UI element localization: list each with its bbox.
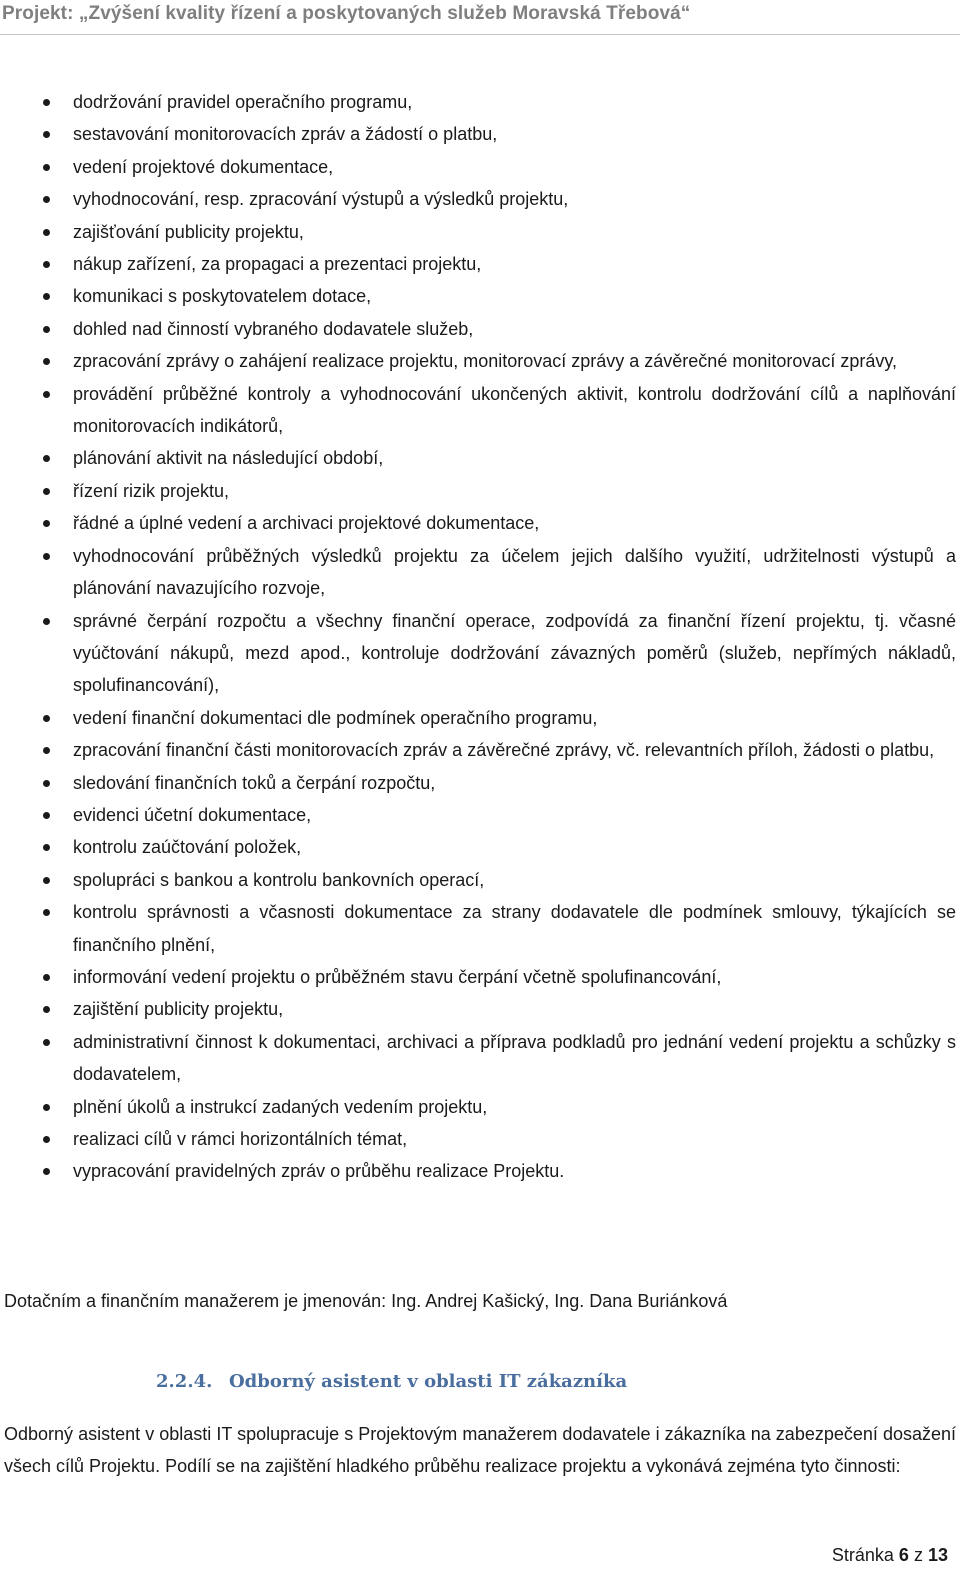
list-item-text: dodržování pravidel operačního programu, [73,92,413,112]
list-item-text: plnění úkolů a instrukcí zadaných vedením projektu, [73,1096,488,1117]
list-item-text: řízení rizik projektu, [73,480,230,501]
list-item [0,993,960,1025]
list-item [0,1155,960,1187]
list-item-text: vedení projektové dokumentace, [73,156,334,177]
list-item-text: nákup zařízení, za propagaci a prezentaci projektu, [73,254,482,275]
it-assistant-paragraph: Odborný asistent v oblasti IT spolupracuje s Projektovým manažerem dodavatele i zákazníka na zabezpečení dosažení všech cílů Projektu. Podílí se na zajištění hladkého průběhu realizace projektu a vykonává zejména tyto činnosti: [4,1424,956,1476]
header-title: Projekt: „Zvýšení kvality řízení a poskytovaných služeb Moravská Třebová“ [2,3,691,24]
bullet-icon [43,1006,50,1013]
bullet-icon [43,844,50,851]
list-item-text: zpracování finanční části monitorovacích zpráv a závěrečné zprávy, vč. relevantních příloh, žádosti o platbu, [73,740,935,761]
bullet-icon [43,358,50,365]
list-item [0,280,960,312]
list-item-text: provádění průběžné kontroly a vyhodnocování ukončených aktivit, kontrolu dodržování cílů a naplňování monitorovacích indikátorů, [73,383,956,437]
footer-page-number: 6 [898,1545,909,1565]
bullet-icon [43,618,50,625]
bullet-icon [43,974,50,981]
list-item [0,118,960,150]
bullet-icon [43,812,50,819]
list-item [0,216,960,248]
bullet-icon [43,455,50,462]
list-item-text: sledování finančních toků a čerpání rozpočtu, [73,772,436,793]
bullet-icon [43,1104,50,1111]
list-item-text: řádné a úplné vedení a archivaci projektové dokumentace, [73,513,540,534]
list-item-text: zpracování zprávy o zahájení realizace projektu, monitorovací zprávy a závěrečné monitorovací zprávy, [73,351,898,372]
list-item [0,313,960,345]
list-item-text: dohled nad činností vybraného dodavatele služeb, [73,318,474,339]
list-item [0,605,960,702]
list-item-text: vyhodnocování, resp. zpracování výstupů a výsledků projektu, [73,189,569,210]
list-item-text: informování vedení projektu o průběžném stavu čerpání včetně spolufinancování, [73,966,722,987]
page-header [0,0,960,35]
list-item-text: realizaci cílů v rámci horizontálních témat, [73,1129,408,1149]
list-item-text: zajišťování publicity projektu, [73,221,304,242]
footer-separator: z [913,1545,923,1565]
list-item [0,183,960,215]
list-item-text: plánování aktivit na následující období, [73,448,384,469]
bullet-icon [43,164,50,171]
bullet-icon [43,99,50,106]
bullet-icon [43,747,50,754]
list-item [0,767,960,799]
section-title: Odborný asistent v oblasti IT zákazníka [229,1371,628,1392]
list-item-text: sestavování monitorovacích zpráv a žádostí o platbu, [73,124,498,145]
footer-total-pages: 13 [927,1545,948,1565]
list-item [0,1091,960,1123]
list-item [0,734,960,766]
bullet-icon [43,780,50,787]
list-item [0,1123,960,1155]
list-item [0,1026,960,1091]
list-item [0,831,960,863]
list-item-text: kontrolu zaúčtování položek, [73,837,302,858]
bullet-icon [43,131,50,138]
list-item [0,442,960,474]
bullet-icon [43,1168,50,1175]
list-item [0,248,960,280]
bullet-icon [43,488,50,495]
bullet-icon [43,293,50,300]
list-item-text: spolupráci s bankou a kontrolu bankovních operací, [73,869,485,890]
bullet-icon [43,715,50,722]
bullet-icon [43,1039,50,1046]
list-item-text: vypracování pravidelných zpráv o průběhu realizace Projektu. [73,1161,565,1182]
list-item [0,961,960,993]
list-item-text: zajištění publicity projektu, [73,999,284,1020]
bullet-icon [43,1136,50,1143]
bullet-icon [43,553,50,560]
footer-prefix: Stránka [831,1545,894,1565]
list-item-text: administrativní činnost k dokumentaci, archivaci a příprava podkladů pro jednání vedení projektu a schůzky s dodavatelem, [73,1031,956,1085]
list-item [0,540,960,605]
list-item-text: vedení finanční dokumentaci dle podmínek operačního programu, [73,707,598,728]
list-item-text: vyhodnocování průběžných výsledků projektu za účelem jejich dalšího využití, udržitelnosti výstupů a plánování navazujícího rozvoje, [73,545,956,599]
bullet-icon [43,326,50,333]
page-footer [832,1545,948,1566]
list-item [0,151,960,183]
list-item [0,378,960,443]
list-item [0,896,960,961]
list-item [0,507,960,539]
section-number: 2.2.4. [156,1371,213,1392]
section-heading [156,1371,627,1392]
list-item-text: kontrolu správnosti a včasnosti dokumentace za strany dodavatele dle podmínek smlouvy, týkajících se finančního plnění, [73,902,956,955]
list-item [0,475,960,507]
list-item-text: evidenci účetní dokumentace, [73,804,312,825]
bullet-icon [43,520,50,527]
list-item [0,864,960,896]
managers-paragraph: Dotačním a finančním manažerem je jmenován: Ing. Andrej Kašický, Ing. Dana Buriánková [4,1291,728,1311]
bullet-icon [43,229,50,236]
list-item-text: správné čerpání rozpočtu a všechny finanční operace, zodpovídá za finanční řízení projektu, tj. včasné vyúčtování nákupů, mezd apod., kontroluje dodržování závazných poměrů (služeb, nepřímých nákladů, spolufinancování), [73,610,956,696]
bullet-icon [43,261,50,268]
list-item [0,345,960,377]
bullet-icon [43,909,50,916]
list-item [0,86,960,118]
list-item [0,702,960,734]
bullet-icon [43,196,50,203]
list-item-text: komunikaci s poskytovatelem dotace, [73,286,372,307]
bullet-icon [43,877,50,884]
list-item [0,799,960,831]
bullet-list [0,86,960,1188]
bullet-icon [43,391,50,398]
